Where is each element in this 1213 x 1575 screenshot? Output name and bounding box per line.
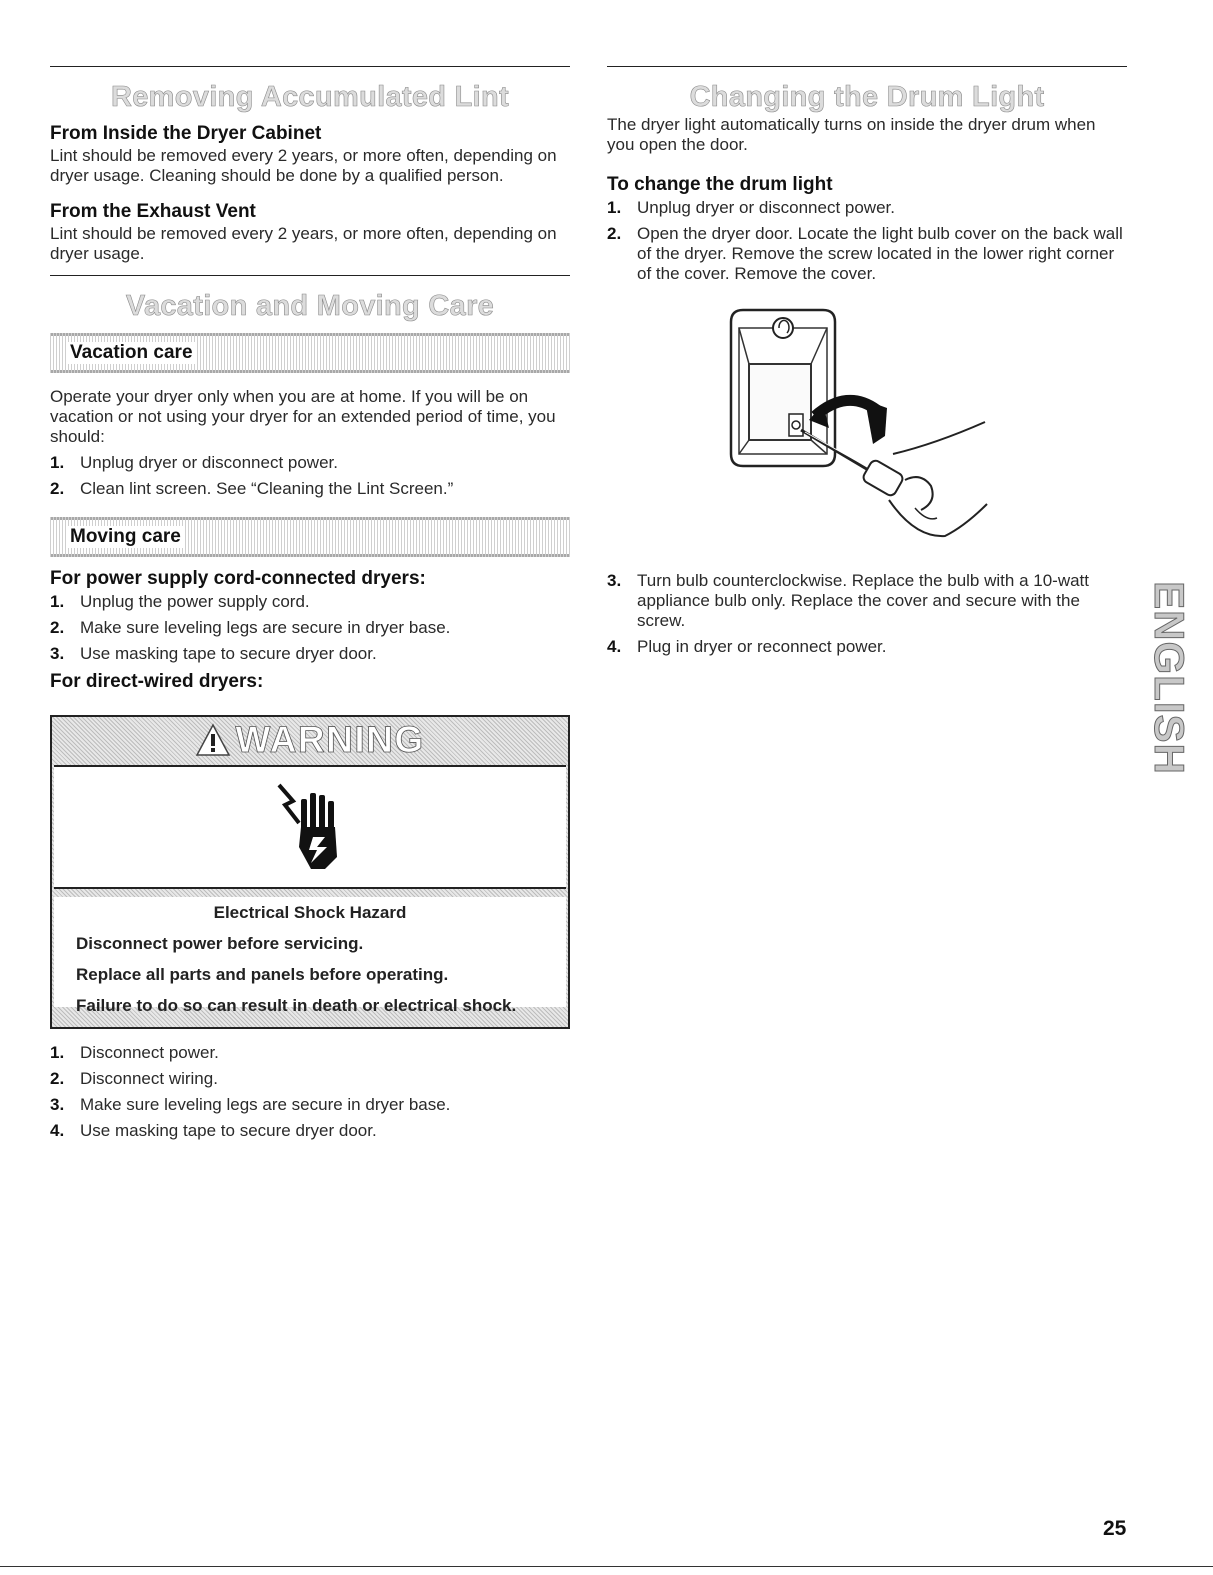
right-column bbox=[607, 66, 1127, 663]
step-number: 2. bbox=[50, 618, 65, 637]
step-item bbox=[50, 592, 570, 612]
step-text: Make sure leveling legs are secure in dryer base. bbox=[80, 618, 451, 637]
step-item bbox=[607, 198, 1127, 218]
vacation-section-title: Vacation and Moving Care bbox=[125, 290, 495, 322]
step-text: Clean lint screen. See “Cleaning the Lint Screen.” bbox=[80, 479, 454, 498]
step-text: Unplug dryer or disconnect power. bbox=[80, 453, 338, 472]
step-number: 2. bbox=[607, 224, 622, 243]
warning-line: Failure to do so can result in death or electrical shock. bbox=[76, 996, 517, 1015]
vent-text: Lint should be removed every 2 years, or more often, depending on dryer usage. bbox=[50, 224, 557, 263]
vacation-text: Operate your dryer only when you are at home. If you will be on vacation or not using your dryer for an extended period of time, you should: bbox=[50, 387, 556, 446]
step-item bbox=[607, 637, 1127, 657]
page-number: 25 bbox=[1103, 1517, 1127, 1540]
direct-wired-heading: For direct-wired dryers: bbox=[50, 671, 264, 692]
drum-light-steps bbox=[607, 198, 1127, 284]
step-text: Use masking tape to secure dryer door. bbox=[80, 1121, 377, 1140]
vacation-care-label: Vacation care bbox=[67, 342, 196, 364]
warning-title: WARNING bbox=[235, 719, 425, 760]
language-side-tab bbox=[1146, 560, 1193, 795]
step-text: Plug in dryer or reconnect power. bbox=[637, 637, 887, 656]
section-rule bbox=[50, 275, 570, 276]
cord-steps bbox=[50, 592, 570, 664]
step-text: Turn bulb counterclockwise. Replace the bulb with a 10-watt appliance bulb only. Replace the cover and secure with the screw. bbox=[637, 571, 1089, 630]
warning-line: Replace all parts and panels before operating. bbox=[76, 965, 449, 984]
step-number: 2. bbox=[50, 1069, 65, 1088]
step-number: 1. bbox=[50, 453, 65, 472]
step-text: Make sure leveling legs are secure in dryer base. bbox=[80, 1095, 451, 1114]
vacation-steps bbox=[50, 453, 570, 499]
drum-light-steps-continued bbox=[607, 571, 1127, 657]
step-number: 1. bbox=[50, 1043, 65, 1062]
section-rule bbox=[607, 66, 1127, 67]
step-text: Use masking tape to secure dryer door. bbox=[80, 644, 377, 663]
step-number: 2. bbox=[50, 479, 65, 498]
step-item bbox=[50, 618, 570, 638]
direct-wired-steps bbox=[50, 1043, 570, 1141]
step-number: 3. bbox=[607, 571, 622, 590]
drum-light-intro: The dryer light automatically turns on inside the dryer drum when you open the door. bbox=[607, 115, 1096, 154]
cabinet-text: Lint should be removed every 2 years, or more often, depending on dryer usage. Cleaning should be done by a qualified person. bbox=[50, 146, 557, 185]
warning-triangle-icon bbox=[195, 723, 231, 757]
section-rule bbox=[50, 66, 570, 67]
vent-heading: From the Exhaust Vent bbox=[50, 201, 256, 222]
step-item bbox=[50, 453, 570, 473]
step-number: 1. bbox=[607, 198, 622, 217]
bulb-cover-illustration bbox=[725, 304, 1015, 564]
footer-rule bbox=[0, 1566, 1213, 1567]
step-item bbox=[607, 224, 1127, 284]
warning-line: Disconnect power before servicing. bbox=[76, 934, 364, 953]
cord-connected-heading: For power supply cord-connected dryers: bbox=[50, 568, 426, 589]
warning-header bbox=[52, 717, 568, 763]
step-item bbox=[50, 644, 570, 664]
left-column bbox=[50, 66, 570, 1147]
change-drum-light-heading: To change the drum light bbox=[607, 174, 833, 195]
step-item bbox=[50, 1043, 570, 1063]
step-text: Unplug the power supply cord. bbox=[80, 592, 310, 611]
step-text: Disconnect wiring. bbox=[80, 1069, 218, 1088]
step-text: Disconnect power. bbox=[80, 1043, 219, 1062]
electrical-shock-icon bbox=[265, 777, 355, 877]
step-number: 1. bbox=[50, 592, 65, 611]
step-number: 3. bbox=[50, 1095, 65, 1114]
step-item bbox=[50, 1121, 570, 1141]
step-text: Unplug dryer or disconnect power. bbox=[637, 198, 895, 217]
cabinet-heading: From Inside the Dryer Cabinet bbox=[50, 123, 322, 144]
drum-light-section-title: Changing the Drum Light bbox=[689, 81, 1045, 113]
step-number: 4. bbox=[50, 1121, 65, 1140]
moving-care-label: Moving care bbox=[67, 526, 184, 548]
step-item bbox=[607, 571, 1127, 631]
lint-section-title: Removing Accumulated Lint bbox=[111, 81, 509, 113]
shock-icon-panel bbox=[54, 765, 566, 889]
step-number: 4. bbox=[607, 637, 622, 656]
warning-text-panel bbox=[54, 897, 566, 1015]
warning-box bbox=[50, 715, 570, 1029]
step-item bbox=[50, 1069, 570, 1089]
step-item bbox=[50, 479, 570, 499]
hazard-title: Electrical Shock Hazard bbox=[213, 903, 407, 922]
step-item bbox=[50, 1095, 570, 1115]
vacation-care-band bbox=[50, 333, 570, 373]
step-text: Open the dryer door. Locate the light bulb cover on the back wall of the dryer. Remove the screw located in the lower right corner of the cover. Remove the cover. bbox=[637, 224, 1123, 283]
language-tab-label: ENGLISH bbox=[1146, 580, 1193, 775]
step-number: 3. bbox=[50, 644, 65, 663]
moving-care-band bbox=[50, 517, 570, 557]
